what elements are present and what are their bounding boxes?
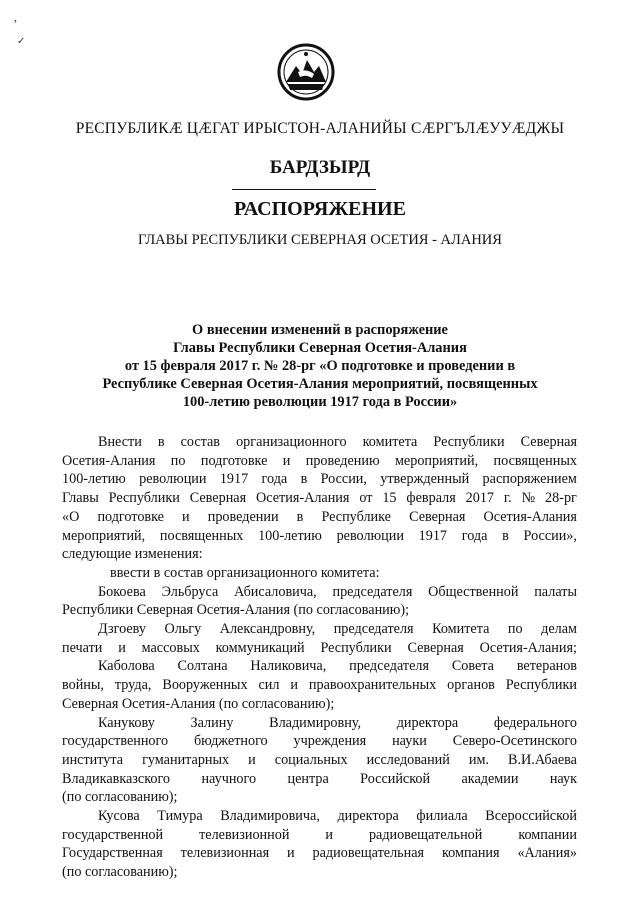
body-line: (по согласованию); bbox=[62, 789, 178, 806]
title-line: Республике Северная Осетия-Алания мероприятий, посвященных bbox=[102, 376, 538, 392]
title-line: от 15 февраля 2017 г. № 28-рг «О подготовке и проведении в bbox=[124, 358, 516, 374]
body-line: (по согласованию); bbox=[62, 864, 178, 881]
body-line: Владикавказского научного центра Российской академии наук bbox=[62, 770, 577, 787]
title-line: О внесении изменений в распоряжение bbox=[192, 322, 448, 338]
document-type-ossetian: БАРДЗЫРД bbox=[269, 157, 371, 178]
body-line: Республики Северная Осетия-Алания (по согласованию); bbox=[62, 602, 410, 619]
body-line: института гуманитарных и социальных исследований им. В.И.Абаева bbox=[62, 751, 577, 768]
title-line: Главы Республики Северная Осетия-Алания bbox=[173, 340, 467, 356]
body-line: государственного бюджетного учреждения науки Северо-Осетинского bbox=[62, 733, 577, 750]
body-line: печати и массовых коммуникаций Республики Северная Осетия-Алания; bbox=[62, 639, 577, 656]
coat-of-arms-emblem bbox=[276, 42, 336, 102]
body-line: ввести в состав организационного комитета: bbox=[110, 564, 380, 581]
divider-line bbox=[232, 189, 376, 190]
body-line: следующие изменения: bbox=[62, 546, 203, 563]
body-line: Кусова Тимура Владимировича, директора филиала Всероссийской bbox=[98, 808, 577, 825]
body-line: войны, труда, Вооруженных сил и правоохранительных органов Республики bbox=[62, 677, 577, 694]
body-line: Каболова Солтана Наликовича, председателя Совета ветеранов bbox=[98, 658, 577, 675]
document-type: РАСПОРЯЖЕНИЕ bbox=[234, 198, 406, 220]
issuer-line: ГЛАВЫ РЕСПУБЛИКИ СЕВЕРНАЯ ОСЕТИЯ - АЛАНИЯ bbox=[138, 232, 502, 248]
scan-speck: ✓ bbox=[17, 36, 26, 47]
body-line: Государственная телевизионная и радиовещательная компания «Алания» bbox=[62, 845, 577, 862]
organization-name-ossetian: РЕСПУБЛИКÆ ЦÆГАТ ИРЫСТОН-АЛАНИЙЫ СÆРГЪЛÆУУÆДЖЫ bbox=[75, 120, 565, 137]
title-line: 100-летию революции 1917 года в России» bbox=[182, 394, 458, 410]
body-line: Бокоева Эльбруса Абисаловича, председателя Общественной палаты bbox=[98, 583, 577, 600]
body-line: «О подготовке и проведении в Республике Северная Осетия-Алания bbox=[62, 508, 577, 525]
body-line: Дзгоеву Ольгу Александровну, председателя Комитета по делам bbox=[98, 621, 577, 638]
body-line: Осетия-Алания по подготовке и проведению мероприятий, посвященных bbox=[62, 452, 577, 469]
body-line: государственной телевизионной и радиовещательной компании bbox=[62, 826, 577, 843]
scan-speck: , bbox=[14, 10, 17, 24]
document-title bbox=[60, 321, 580, 411]
body-line: Канукову Залину Владимировну, директора федерального bbox=[98, 714, 577, 731]
body-line: Внести в состав организационного комитета Республики Северная bbox=[98, 434, 577, 450]
document-body bbox=[62, 433, 577, 882]
body-line: мероприятий, посвященных 100-летию революции 1917 года в России», bbox=[62, 527, 577, 544]
body-line: Северная Осетия-Алания (по согласованию); bbox=[62, 695, 335, 712]
body-line: Главы Республики Северная Осетия-Алания от 15 февраля 2017 г. № 28-рг bbox=[62, 490, 577, 507]
body-line: 100-летию революции 1917 года в России, утвержденный распоряжением bbox=[62, 471, 577, 488]
